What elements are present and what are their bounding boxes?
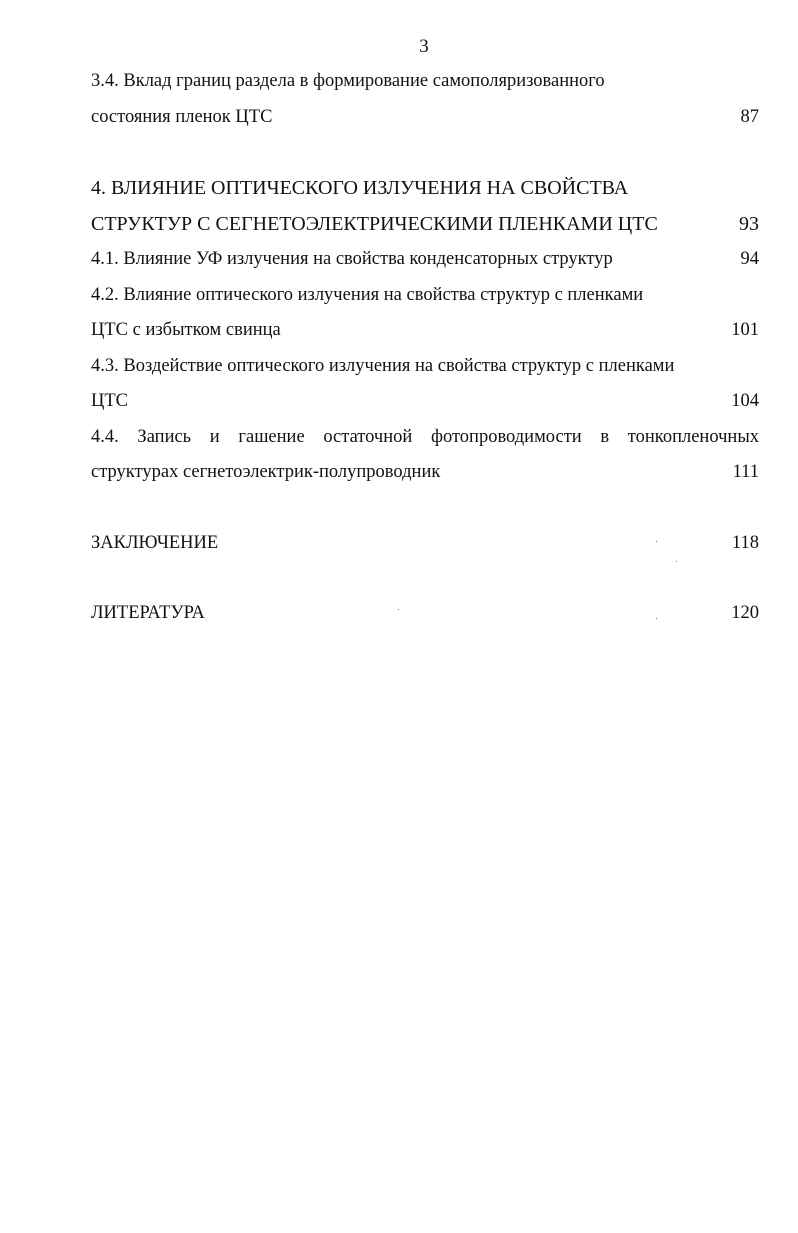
toc-entry-4-1-page: 94	[740, 249, 759, 269]
toc-entry-4-2-title-cont: ЦТС с избытком свинца	[91, 320, 281, 340]
toc-entry-4-2-title: 4.2. Влияние оптического излучения на свойства структур с пленками	[91, 284, 644, 305]
page-number: 3	[419, 36, 429, 57]
toc-conclusion	[91, 526, 759, 562]
toc-entry-4-4-title-cont: структурах сегнетоэлектрик-полупроводник	[91, 462, 441, 482]
scan-speck	[676, 561, 677, 562]
toc-chapter-4-page: 93	[739, 212, 759, 235]
toc-literature-page: 120	[731, 603, 759, 623]
toc-conclusion-page: 118	[731, 532, 759, 553]
toc-chapter-4-line2	[91, 207, 759, 243]
scan-speck	[398, 609, 399, 610]
spacer	[91, 561, 759, 596]
toc-entry-4-3-line2	[91, 384, 759, 420]
table-of-contents	[91, 64, 759, 632]
toc-entry-4-3-title-cont: ЦТС	[91, 391, 128, 411]
toc-entry-4-4-page: 111	[732, 462, 759, 482]
toc-entry-4-2-line2	[91, 313, 759, 349]
toc-entry-3-4-title-cont: состояния пленок ЦТС	[91, 106, 273, 127]
spacer	[91, 135, 759, 171]
toc-literature	[91, 596, 759, 632]
spacer	[91, 491, 759, 526]
toc-entry-4-2-page: 101	[731, 320, 759, 340]
toc-entry-4-4-line1	[91, 420, 759, 456]
toc-entry-4-3-line1	[91, 349, 759, 385]
toc-entry-4-2-line1	[91, 278, 759, 314]
scan-speck	[656, 541, 657, 542]
toc-entry-4-3-title: 4.3. Воздействие оптического излучения на свойства структур с пленками	[91, 355, 675, 376]
toc-entry-3-4-line2	[91, 100, 759, 136]
toc-entry-4-4-title: 4.4. Запись и гашение остаточной фотопроводимости в тонкопленочных	[91, 426, 759, 447]
scan-speck	[656, 618, 657, 619]
toc-entry-3-4-line1	[91, 64, 759, 100]
toc-entry-3-4-page: 87	[740, 106, 759, 127]
toc-entry-3-4-title: 3.4. Вклад границ раздела в формирование самополяризованного	[91, 71, 605, 91]
toc-entry-4-3-page: 104	[731, 391, 759, 411]
toc-entry-4-1	[91, 242, 759, 278]
toc-chapter-4-title-cont: СТРУКТУР С СЕГНЕТОЭЛЕКТРИЧЕСКИМИ ПЛЕНКАМИ ЦТС	[91, 212, 658, 235]
toc-literature-title: ЛИТЕРАТУРА	[91, 603, 205, 623]
toc-conclusion-title: ЗАКЛЮЧЕНИЕ	[91, 532, 219, 553]
toc-entry-4-1-title: 4.1. Влияние УФ излучения на свойства конденсаторных структур	[91, 249, 613, 269]
toc-entry-4-4-line2	[91, 455, 759, 491]
toc-chapter-4-line1	[91, 171, 759, 207]
toc-chapter-4-title: 4. ВЛИЯНИЕ ОПТИЧЕСКОГО ИЗЛУЧЕНИЯ НА СВОЙСТВА	[91, 177, 629, 199]
